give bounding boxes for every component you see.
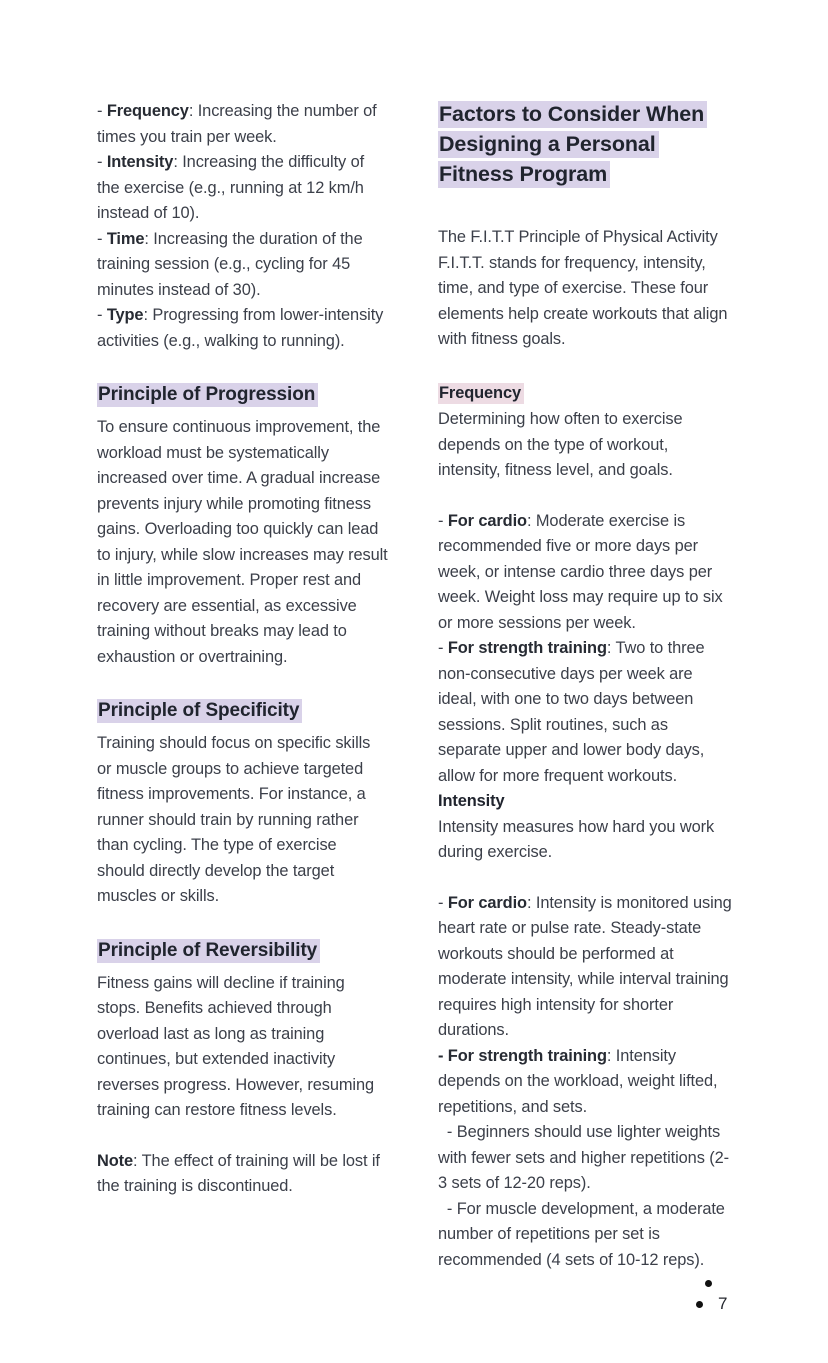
heading-principle-of-progression: Principle of Progression bbox=[97, 381, 388, 409]
heading-intensity: Intensity bbox=[438, 792, 505, 810]
paragraph-reversibility: Fitness gains will decline if training stops. Benefits achieved through overload last as long as training continues, but extended inactivity reverses progress. However, resuming training can restore fitness levels. bbox=[97, 973, 379, 1119]
bullet-intensity: - Intensity: Increasing the difficulty of the exercise (e.g., running at 12 km/h instead of 10). bbox=[97, 153, 369, 222]
paragraph-progression: To ensure continuous improvement, the workload must be systematically increased over time. A gradual increase prevents injury while promoting fitness gains. Overloading too quickly can lead to injury, while slow increases may result in little improvement. Proper rest and recovery are essential, as excessive training without breaks may lead to exhaustion or overtraining. bbox=[97, 418, 393, 666]
bullet-frequency: - Frequency: Increasing the number of times you train per week. bbox=[97, 102, 382, 146]
paragraph-specificity: Training should focus on specific skills or muscle groups to achieve targeted fitness improvements. For instance, a runner should train by running rather than cycling. The type of exercise should directly develop the target muscles or skills. bbox=[97, 734, 375, 905]
bullet-time: - Time: Increasing the duration of the training session (e.g., cycling for 45 minutes instead of 30). bbox=[97, 229, 368, 299]
bullet-type: - Type: Progressing from lower-intensity activities (e.g., walking to running). bbox=[97, 306, 388, 350]
heading-frequency: Frequency bbox=[438, 381, 733, 407]
left-column bbox=[97, 99, 393, 1200]
note-paragraph: Note: The effect of training will be lost if the training is discontinued. bbox=[97, 1151, 385, 1195]
spacer bbox=[438, 189, 733, 225]
spacer bbox=[438, 866, 733, 891]
bullet-intensity-strength: - For strength training: Intensity depends on the workload, weight lifted, repetitions, and sets. bbox=[438, 1046, 722, 1116]
paragraph-intensity-intro: Intensity measures how hard you work during exercise. bbox=[438, 817, 719, 861]
bullet-frequency-strength: - For strength training: Two to three non-consecutive days per week are ideal, with one to two days between sessions. Split routines, such as separate upper and lower body days, allow for more frequent workouts. bbox=[438, 639, 709, 785]
spacer bbox=[97, 1124, 388, 1149]
footer-bullet-icon bbox=[705, 1280, 712, 1287]
bullet-intensity-muscle-development: - For muscle development, a moderate number of repetitions per set is recommended (4 sets of 10-12 reps). bbox=[438, 1199, 730, 1269]
page-number: 7 bbox=[718, 1294, 728, 1313]
bullet-intensity-cardio: - For cardio: Intensity is monitored using heart rate or pulse rate. Steady-state workouts should be performed at moderate intensity, while interval training requires high intensity for shorter durations. bbox=[438, 893, 737, 1039]
right-column bbox=[438, 99, 737, 1273]
paragraph-frequency-intro: Determining how often to exercise depends on the type of workout, intensity, fitness level, and goals. bbox=[438, 410, 687, 479]
heading-principle-of-reversibility: Principle of Reversibility bbox=[97, 937, 388, 965]
footer-bullet-icon bbox=[696, 1301, 703, 1308]
heading-principle-of-specificity: Principle of Specificity bbox=[97, 697, 388, 725]
paragraph-fitt-principle: The F.I.T.T Principle of Physical Activity F.I.T.T. stands for frequency, intensity, time, and type of exercise. These four elements help create workouts that align with fitness goals. bbox=[438, 228, 732, 348]
bullet-frequency-cardio: - For cardio: Moderate exercise is recommended five or more days per week, or intense cardio three days per week. Weight loss may require up to six or more sessions per week. bbox=[438, 511, 728, 632]
bullet-intensity-beginners: - Beginners should use lighter weights with fewer sets and higher repetitions (2-3 sets of 12-20 reps). bbox=[438, 1123, 729, 1192]
spacer bbox=[438, 484, 733, 509]
heading-factors-to-consider: Factors to Consider When Designing a Personal Fitness Program bbox=[438, 99, 733, 189]
